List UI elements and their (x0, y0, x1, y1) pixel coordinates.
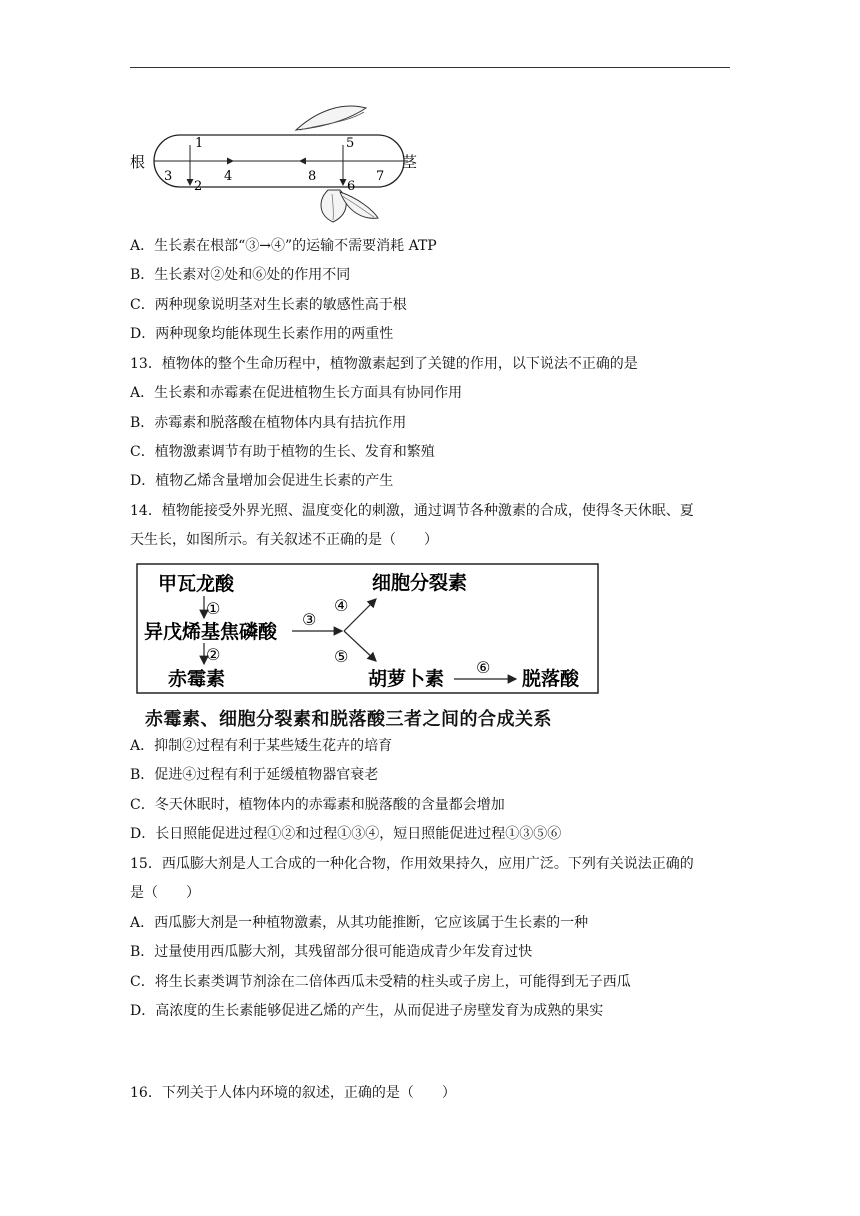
q14-option-c: C．冬天休眠时，植物体内的赤霉素和脱落酸的含量都会增加 (130, 797, 505, 813)
label-8: 8 (308, 169, 317, 184)
q14-stem-line1: 14．植物能接受外界光照、温度变化的刺激，通过调节各种激素的合成，使得冬天休眠、夏 (130, 503, 694, 519)
q13-option-d: D．植物乙烯含量增加会促进生长素的产生 (130, 473, 394, 489)
hormone-synthesis-diagram (136, 563, 600, 695)
q13-stem: 13．植物体的整个生命历程中，植物激素起到了关键的作用，以下说法不正确的是 (130, 356, 638, 372)
q14-option-b: B．促进④过程有利于延缓植物器官衰老 (130, 767, 379, 783)
node-mevalonic-acid: 甲瓦龙酸 (158, 573, 235, 595)
node-carotene: 胡萝卜素 (368, 668, 445, 690)
header-rule (130, 67, 730, 68)
q15-option-c: C．将生长素类调节剂涂在二倍体西瓜未受精的柱头或子房上，可能得到无子西瓜 (130, 974, 631, 990)
label-6: 6 (347, 179, 356, 194)
stem-label: 茎 (402, 153, 418, 171)
q15-stem-line1: 15．西瓜膨大剂是人工合成的一种化合物，作用效果持久，应用广泛。下列有关说法正确的 (130, 856, 694, 872)
node-abscisic-acid: 脱落酸 (522, 668, 580, 690)
q12-option-a: A．生长素在根部“③→④”的运输不需要消耗 ATP (130, 238, 437, 254)
node-ipp: 异戊烯基焦磷酸 (144, 621, 278, 643)
label-3: 3 (164, 169, 173, 184)
q12-option-c: C．两种现象说明茎对生长素的敏感性高于根 (130, 297, 407, 313)
label-1: 1 (195, 136, 204, 151)
q13-option-b: B．赤霉素和脱落酸在植物体内具有拮抗作用 (130, 415, 407, 431)
q12-option-b: B．生长素对②处和⑥处的作用不同 (130, 267, 351, 283)
step-3-label: ③ (302, 610, 317, 629)
auxin-transport-figure (128, 100, 428, 230)
diagram-caption: 赤霉素、细胞分裂素和脱落酸三者之间的合成关系 (145, 709, 552, 730)
step-6-label: ⑥ (476, 658, 491, 677)
label-2: 2 (194, 179, 203, 194)
step-4-label: ④ (334, 596, 349, 615)
q15-stem-line2: 是（ ） (130, 885, 200, 901)
step-1-label: ① (206, 599, 221, 618)
upper-leaf (296, 106, 366, 130)
q15-option-d: D．高浓度的生长素能够促进乙烯的产生，从而促进子房壁发育为成熟的果实 (130, 1003, 604, 1019)
q14-stem-line2: 天生长，如图所示。有关叙述不正确的是（ ） (130, 532, 438, 548)
q13-option-c: C．植物激素调节有助于植物的生长、发育和繁殖 (130, 444, 435, 460)
q14-option-a: A．抑制②过程有利于某些矮生花卉的培育 (130, 738, 393, 754)
label-5: 5 (346, 136, 355, 151)
q15-option-b: B．过量使用西瓜膨大剂，其残留部分很可能造成青少年发育过快 (130, 944, 533, 960)
node-cytokinin: 细胞分裂素 (372, 572, 468, 594)
label-7: 7 (376, 169, 385, 184)
node-gibberellin: 赤霉素 (168, 668, 226, 690)
q15-option-a: A．西瓜膨大剂是一种植物激素，从其功能推断，它应该属于生长素的一种 (130, 915, 589, 931)
step-2-label: ② (206, 645, 221, 664)
q14-option-d: D．长日照能促进过程①②和过程①③④，短日照能促进过程①③⑤⑥ (130, 826, 562, 842)
step-5-label: ⑤ (334, 647, 349, 666)
q13-option-a: A．生长素和赤霉素在促进植物生长方面具有协同作用 (130, 385, 463, 401)
label-4: 4 (224, 169, 233, 184)
q16-stem: 16．下列关于人体内环境的叙述，正确的是（ ） (130, 1085, 456, 1101)
q12-option-d: D．两种现象均能体现生长素作用的两重性 (130, 326, 394, 342)
root-label: 根 (130, 153, 146, 171)
